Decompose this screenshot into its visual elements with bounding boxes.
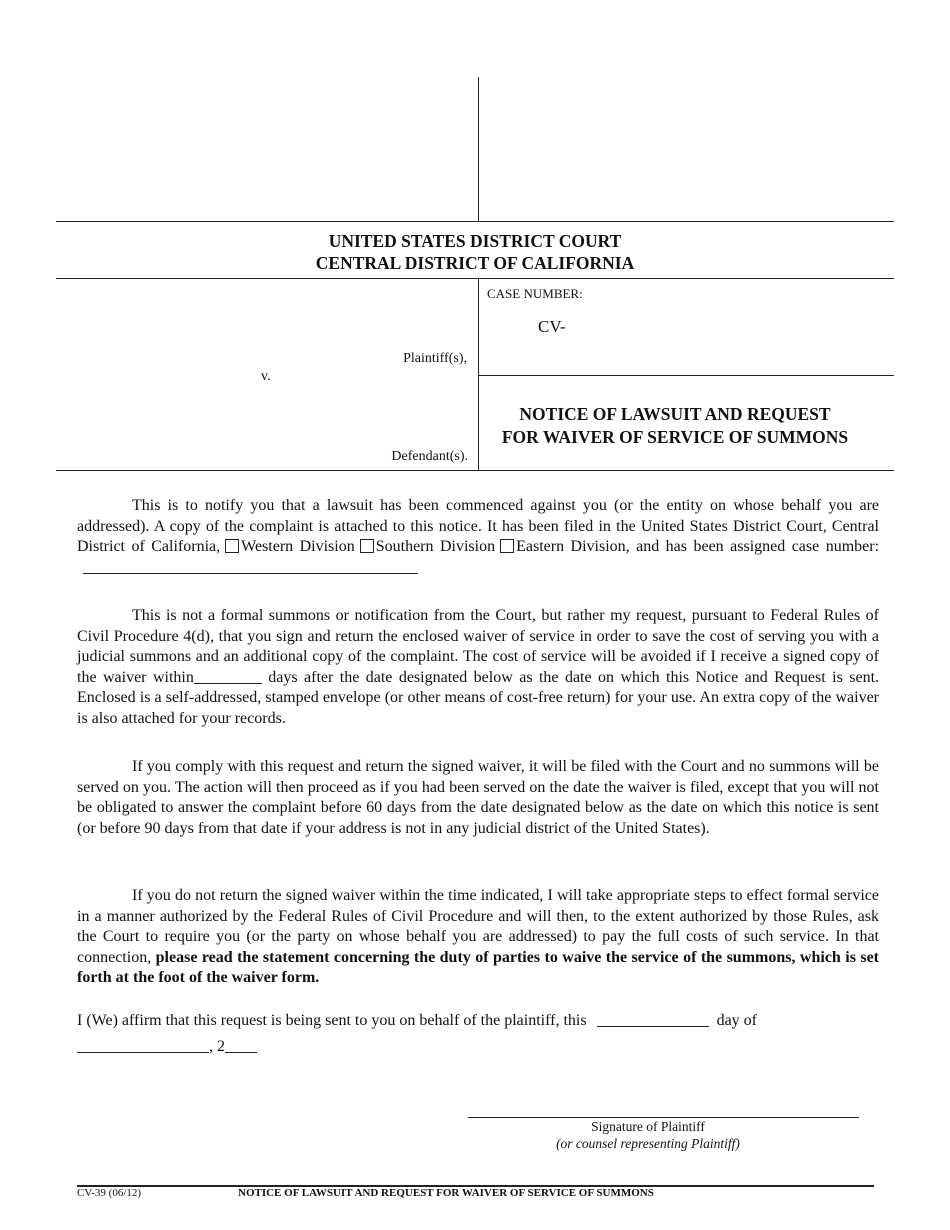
affirm-line xyxy=(77,1012,757,1030)
header-top-rule xyxy=(56,221,894,222)
affirm-text: I (We) affirm that this request is being sent to you on behalf of the plaintiff, this xyxy=(77,1012,587,1029)
court-heading xyxy=(56,230,894,274)
year-blank[interactable] xyxy=(225,1038,257,1053)
day-blank[interactable] xyxy=(597,1012,709,1027)
court-name-line1: UNITED STATES DISTRICT COURT xyxy=(328,231,622,251)
month-blank[interactable] xyxy=(77,1038,209,1053)
paragraph-consequences-bold: please read the statement concerning the duty of parties to waive the service of the summons, which is set forth at the foot of the waiver form. xyxy=(77,948,880,986)
footer-form-code: CV-39 (06/12) xyxy=(77,1187,142,1199)
eastern-division-label: Eastern Division, and has been assigned case number: xyxy=(516,538,880,555)
case-number-bottom-rule xyxy=(478,375,894,376)
eastern-division-checkbox[interactable] xyxy=(500,539,514,553)
caption-bottom-rule xyxy=(56,470,894,471)
case-number-label: CASE NUMBER: xyxy=(487,286,583,301)
signature-sublabel: (or counsel representing Plaintiff) xyxy=(556,1136,740,1151)
court-bottom-rule xyxy=(56,278,894,279)
paragraph-comply xyxy=(77,757,879,839)
days-blank[interactable] xyxy=(194,669,262,684)
western-division-checkbox[interactable] xyxy=(225,539,239,553)
paragraph-request xyxy=(77,606,879,729)
paragraph-consequences xyxy=(77,886,879,989)
defendant-label: Defendant(s). xyxy=(391,449,468,464)
notice-title xyxy=(480,403,870,449)
paragraph-notification-text: This is to notify you that a lawsuit has been commenced against you (or the entity on whose behalf you are addressed). A copy of the complaint is attached to this notice. It has been filed in the United States District Court, Central District of California, xyxy=(77,497,879,555)
western-division-label: Western Division xyxy=(241,538,355,555)
case-number-field[interactable]: CV- xyxy=(538,317,566,336)
footer-title: NOTICE OF LAWSUIT AND REQUEST FOR WAIVER OF SERVICE OF SUMMONS xyxy=(238,1187,654,1199)
plaintiff-label: Plaintiff(s), xyxy=(403,351,467,366)
court-name-line2: CENTRAL DISTRICT OF CALIFORNIA xyxy=(315,253,635,273)
signature-label: Signature of Plaintiff xyxy=(591,1119,705,1134)
notice-title-line1: NOTICE OF LAWSUIT AND REQUEST xyxy=(519,404,831,424)
date-line xyxy=(77,1038,257,1056)
notice-title-line2: FOR WAIVER OF SERVICE OF SUMMONS xyxy=(501,427,849,447)
year-prefix: , 2 xyxy=(209,1038,225,1055)
day-of-label: day of xyxy=(716,1012,757,1029)
southern-division-label: Southern Division xyxy=(375,538,496,555)
paragraph-comply-text: If you comply with this request and return the signed waiver, it will be filed with the Court and no summons will be served on you. The action will then proceed as if you had been served on the date the waiver is filed, except that you will not be obligated to answer the complaint before 60 days from the date designated below as the date on which this notice is sent (or before 90 days from that date if your address is not in any judicial district of the United States). xyxy=(77,758,879,837)
paragraph-request-text-b: days after the date designated below as the date on which this Notice and Request is sent. Enclosed is a self-addressed, stamped envelope (or other means of cost-free return) for your use. An extra copy of the waiver is also attached for your records. xyxy=(77,668,880,727)
header-vertical-divider xyxy=(478,77,479,222)
paragraph-consequences-text: If you do not return the signed waiver within the time indicated, I will take appropriate steps to effect formal service in a manner authorized by the Federal Rules of Civil Procedure and will then, to the extent authorized by those Rules, ask the Court to require you (or the party on whose behalf you are addressed) to pay the full costs of such service. In that connection, xyxy=(77,887,879,966)
case-number-blank[interactable] xyxy=(83,559,418,574)
southern-division-checkbox[interactable] xyxy=(360,539,374,553)
paragraph-request-text-a: This is not a formal summons or notification from the Court, but rather my request, pursuant to Federal Rules of Civil Procedure 4(d), that you sign and return the enclosed waiver of service in order to save the cost of serving you with a judicial summons and an additional copy of the complaint. The cost of service will be avoided if I receive a signed copy of the waiver within xyxy=(77,607,879,686)
signature-block xyxy=(468,1118,828,1152)
paragraph-notification xyxy=(77,496,879,578)
versus-label: v. xyxy=(261,369,271,384)
